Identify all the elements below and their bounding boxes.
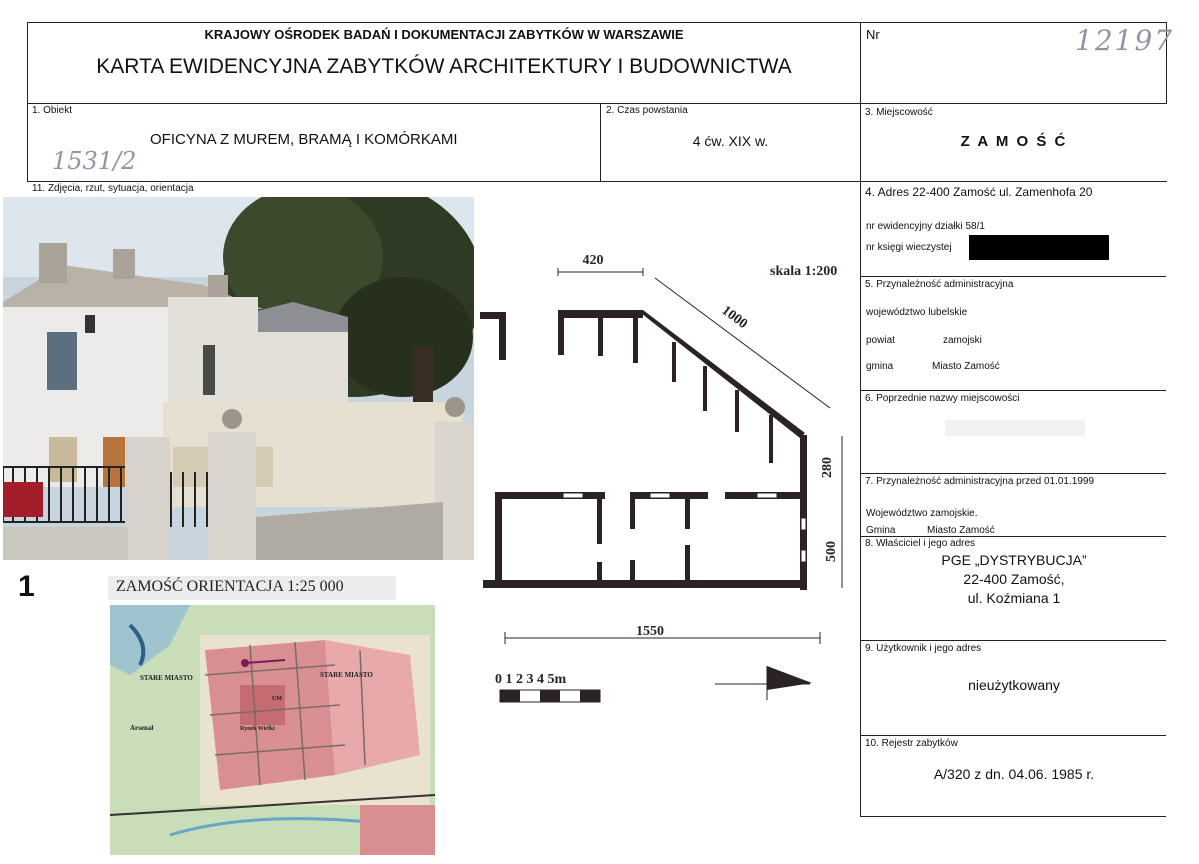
map-label-um: UM	[272, 696, 282, 702]
redaction-box	[969, 235, 1109, 260]
frame-bottom-right	[860, 816, 1166, 817]
frame-sep-10	[860, 735, 1166, 736]
owner-label: 8. Właściciel i jego adres	[865, 538, 976, 549]
plan-dim-right-upper: 280	[820, 457, 835, 478]
owner-line-3: ul. Koźmiana 1	[967, 590, 1061, 606]
admin-before-commune-label: Gmina	[866, 525, 896, 536]
frame-sep-8	[860, 536, 1166, 537]
user-label: 9. Użytkownik i jego adres	[865, 643, 982, 654]
admin-label: 5. Przynależność administracyjna	[865, 279, 1014, 290]
floor-plan	[475, 250, 860, 710]
admin-commune-label: gmina	[866, 361, 894, 372]
frame-sep-6	[860, 390, 1166, 391]
faded-erasure	[945, 420, 1085, 436]
owner-line-2: 22-400 Zamość,	[963, 571, 1065, 587]
institution-name: KRAJOWY OŚRODEK BADAŃ I DOKUMENTACJI ZABYTKÓW W WARSZAWIE	[204, 27, 684, 42]
frame-sep-5	[860, 276, 1166, 277]
frame-sep-7	[860, 473, 1166, 474]
object-label: 1. Obiekt	[32, 105, 73, 116]
frame-row-line-2	[27, 181, 1167, 182]
plan-dim-top: 420	[582, 253, 604, 268]
date-label: 2. Czas powstania	[606, 105, 688, 116]
map-label-arsenal: Arsenał	[130, 724, 154, 732]
frame-left	[27, 22, 28, 182]
orientation-caption: ZAMOŚĆ ORIENTACJA 1:25 000	[116, 578, 344, 595]
place-value: Z A M O Ś Ć	[960, 133, 1068, 150]
owner-line-1: PGE „DYSTRYBUCJA”	[941, 552, 1087, 568]
nr-handwritten: 12197	[1075, 24, 1175, 57]
plot-number: nr ewidencyjny działki 58/1	[866, 221, 985, 232]
frame-sep-9	[860, 640, 1166, 641]
admin-before-voivodeship: Województwo zamojskie.	[866, 508, 978, 519]
user-value: nieużytkowany	[968, 677, 1060, 693]
admin-county: zamojski	[943, 335, 982, 346]
plan-scale: skala 1:200	[770, 264, 838, 279]
map-label-old-town-east: STARE MIASTO	[320, 671, 373, 679]
card-title: KARTA EWIDENCYJNA ZABYTKÓW ARCHITEKTURY I BUDOWNICTWA	[96, 55, 792, 78]
nr-label: Nr	[866, 27, 880, 42]
map-label-old-town-west: STARE MIASTO	[140, 674, 193, 682]
plan-dim-diagonal: 1000	[718, 303, 751, 333]
building-photo	[3, 197, 474, 560]
object-value: OFICYNA Z MUREM, BRAMĄ I KOMÓRKAMI	[150, 131, 458, 148]
photos-label: 11. Zdjęcia, rzut, sytuacja, orientacja	[32, 183, 194, 194]
plan-dim-right-lower: 500	[824, 541, 839, 562]
register-value: A/320 z dn. 04.06. 1985 r.	[933, 766, 1095, 782]
plan-dim-bottom: 1550	[636, 624, 664, 639]
map-label-market: Rynek Wielki	[240, 726, 275, 732]
frame-row-line-1	[27, 103, 1167, 104]
object-handwritten: 1531/2	[52, 147, 137, 175]
orientation-map	[110, 605, 435, 855]
plan-scale-bar-label: 0 1 2 3 4 5m	[495, 672, 567, 687]
previous-names-label: 6. Poprzednie nazwy miejscowości	[865, 393, 1020, 404]
date-value: 4 ćw. XIX w.	[692, 133, 769, 149]
place-label: 3. Miejscowość	[865, 107, 933, 118]
admin-voivodeship: województwo lubelskie	[866, 307, 968, 318]
register-label: 10. Rejestr zabytków	[865, 738, 958, 749]
orientation-number: 1	[18, 570, 35, 603]
admin-before-label: 7. Przynależność administracyjna przed 01.01.1999	[865, 476, 1095, 487]
admin-county-label: powiat	[866, 335, 895, 346]
address-label: 4. Adres 22-400 Zamość ul. Zamenhofa 20	[865, 185, 1093, 199]
admin-commune: Miasto Zamość	[932, 361, 1000, 372]
frame-top	[27, 22, 1167, 23]
land-register-label: nr księgi wieczystej	[866, 242, 952, 253]
admin-before-commune: Miasto Zamość	[927, 525, 995, 536]
